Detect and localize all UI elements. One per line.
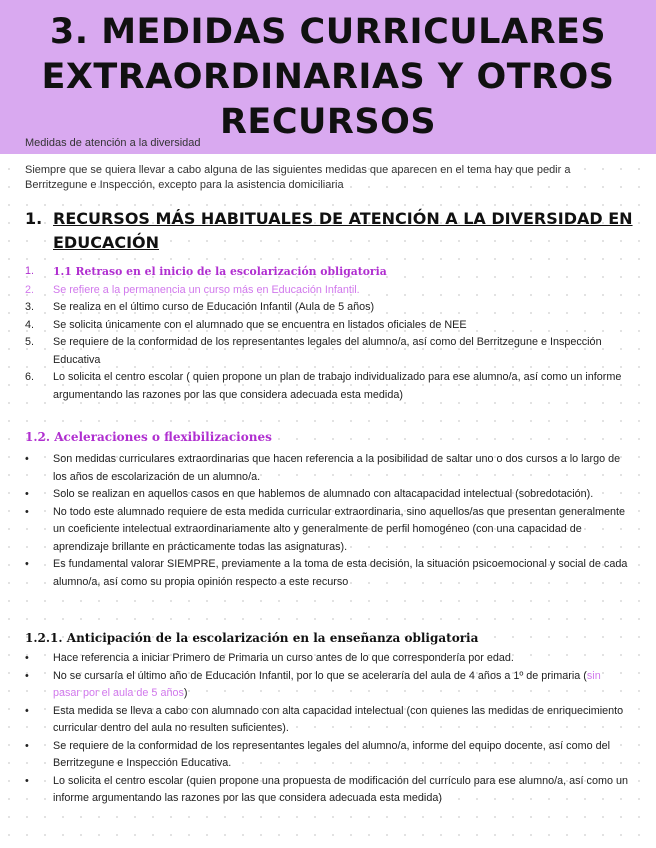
list-item: 6. Lo solicita el centro escolar ( quien propone un plan de trabajo individualizado para ese alumno/a, así como un informe argumentando las razones por las que considera adecuada esta medida) (25, 371, 622, 401)
section-title: RECURSOS MÁS HABITUALES DE ATENCIÓN A LA DIVERSIDAD EN EDUCACIÓN (53, 209, 633, 252)
section-number: 1. (25, 209, 43, 228)
list-item: 3. Se realiza en el último curso de Educación Infantil (Aula de 5 años) (25, 301, 375, 313)
aceleraciones-heading: 1.2. Aceleraciones o flexibilizaciones (25, 430, 272, 444)
list-item: 4. Se solicita únicamente con el alumnado que se encuentra en listados oficiales de NEE (25, 318, 467, 331)
title-line-2: EXTRAORDINARIAS Y OTROS (41, 57, 615, 97)
list-item: • No todo este alumnado requiere de esta medida curricular extraordinaria, sino aquellos/as que presentan generalmente un coeficiente intelectual extraordinariamente alto y generalmente de perfil homogéneo (con una capacidad de aprendizaje brillante en prácticamente todas las asignaturas). (25, 505, 625, 553)
list-item: 1. 1.1 Retraso en el inicio de la escolarización obligatoria (25, 265, 387, 278)
list-item: 5. Se requiere de la conformidad de los representantes legales del alumno/a, así como del Berritzegune e Inspección Educativa (25, 336, 602, 366)
list-item: • No se cursaría el último año de Educación Infantil, por lo que se aceleraría del aula de 4 años a 1º de primaria (sin pasar por el aula de 5 años) (25, 669, 601, 699)
intro-paragraph: Siempre que se quiera llevar a cabo alguna de las siguientes medidas que aparecen en el tema hay que pedir a Berritzegune e Inspección, excepto para la asistencia domiciliaria (25, 164, 571, 191)
aceleraciones-list (25, 451, 630, 591)
list-item: • Lo solicita el centro escolar (quien propone una propuesta de modificación del currículo para ese alumno/a, así como un informe argumentando las razones por las que considera adecuada esta medida) (25, 774, 628, 804)
title-line-1: 3. MEDIDAS CURRICULARES (49, 12, 607, 52)
retraso-list (25, 263, 630, 404)
list-item: 2. Se refiere a la permanencia un curso más en Educación Infantil. (25, 283, 360, 296)
list-item: • Es fundamental valorar SIEMPRE, previamente a la toma de esta decisión, la situación psicoemocional y social de cada alumno/a, así como su propia opinión respecto a este recurso (25, 558, 628, 588)
anticipacion-heading: 1.2.1. Anticipación de la escolarización en la enseñanza obligatoria (25, 631, 479, 645)
list-item: • Hace referencia a iniciar Primero de Primaria un curso antes de lo que correspondería por edad. (25, 652, 514, 664)
section-heading (25, 207, 635, 255)
anticipacion-list (25, 650, 630, 808)
page-header (0, 0, 656, 154)
title-line-3: RECURSOS (219, 102, 437, 142)
list-item: • Se requiere de la conformidad de los representantes legales del alumno/a, informe del equipo docente, así como del Berritzegune e Inspección Educativa. (25, 739, 610, 769)
list-item: • Son medidas curriculares extraordinarias que hacen referencia a la posibilidad de saltar uno o dos cursos a lo largo de los años de escolarización de un alumno/a. (25, 453, 621, 483)
list-item: • Esta medida se lleva a cabo con alumnado con alta capacidad intelectual (con quienes las medidas de enriquecimiento curricular dentro del aula no resulten suficientes). (25, 704, 624, 734)
page-title (0, 10, 656, 145)
list-item: • Solo se realizan en aquellos casos en que hablemos de alumnado con altacapacidad intelectual (sobredotación). (25, 488, 594, 500)
highlight-text: sin pasar por el aula de 5 años (53, 669, 601, 699)
subject-label: Medidas de atención a la diversidad (25, 137, 201, 149)
